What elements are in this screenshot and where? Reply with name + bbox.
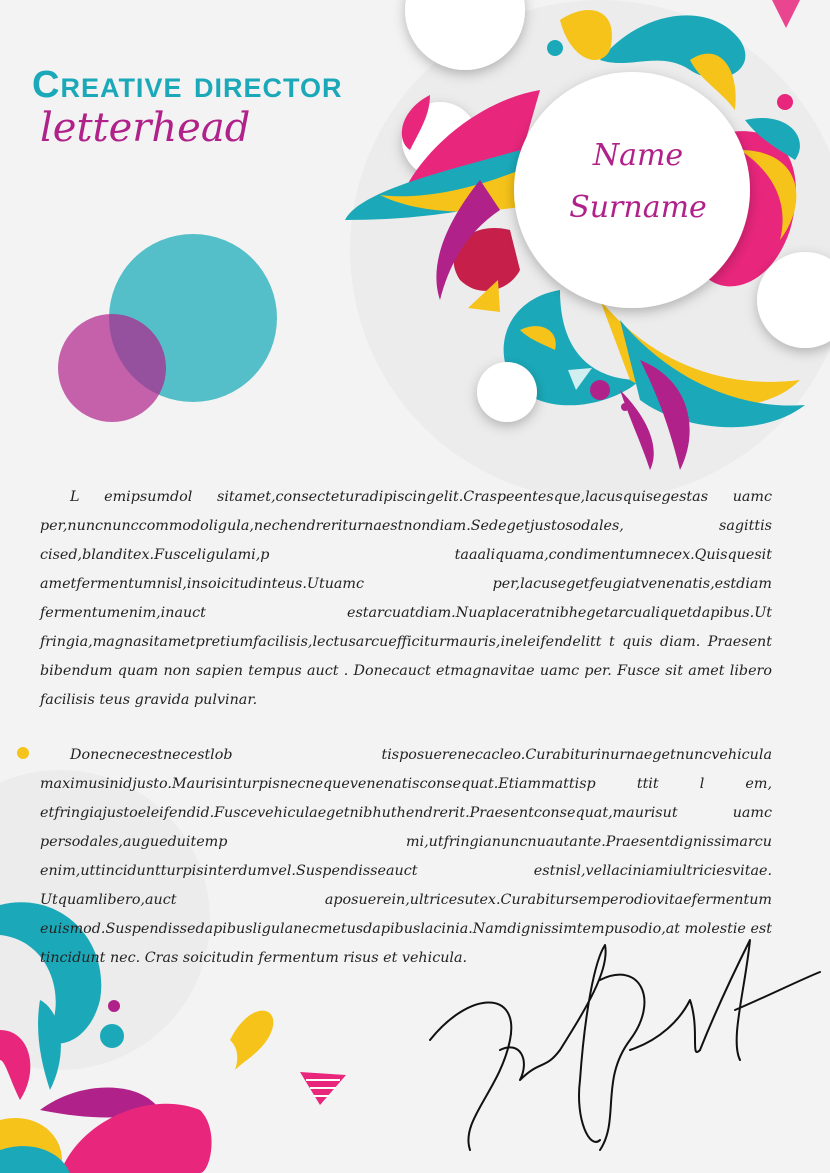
name-badge (548, 130, 728, 234)
page-subtitle: letterhead (40, 105, 251, 151)
body-paragraph-1: L emipsumdol sitamet,consecteturadipiscingelit.Craspeentesque,lacusquisegestas uamc per,nuncnunccommodoligula,nechendreriturnaestnondiam.Sedegetjustosodales, sagittis cised,blanditex.Fusceligulami,p taaaliquama,condimentumnecex.Quisquesit ametfermentumnisl,insoicitudinteus.Utuamc per,lacusegetfeugiatvenenatis,estdiam fermentumenim,inauct estarcuatdiam.Nuaplaceratnibhegetarcualiquetdapibus.Ut fringia,magnasitametpretiumfacilisis,lectusarcuefficiturmauris,ineleifendelitt t quis diam. Praesent bibendum quam non sapien tempus auct . Donecauct etmagnavitae uamc per. Fusce sit amet libero facilisis teus gravida pulvinar. (40, 489, 772, 708)
last-name: Surname (569, 190, 707, 225)
body-paragraph-2: Donecnecestnecestlob tisposuerenecacleo.Curabiturinurnaegetnuncvehicula maximusinidjusto.Maurisinturpisnecnequevenenatisconsequat.Etiammattisp ttit l em, etfringiajustoeleifendid.Fuscevehiculaegetnibhuthendrerit.Praesentconsequat,maurisut uamc persodales,augueduitemp mi,utfringianuncnuautante.Praesentdignissimarcu enim,uttinciduntturpisinterdumvel.Suspendisseauct estnisl,vellaciniamiultriciesvitae. Utquamlibero,auct aposuerein,ultricesutex.Curabitursemperodiovitaefermentum euismod.Suspendissedapibusligulanecmetusdapibuslacinia.Namdignissimtempusodio,at molestie est tincidunt nec. Cras soicitudin fermentum risus et vehicula. (40, 747, 772, 966)
first-name: Name (592, 138, 684, 173)
page-title: Creative director (32, 64, 343, 106)
